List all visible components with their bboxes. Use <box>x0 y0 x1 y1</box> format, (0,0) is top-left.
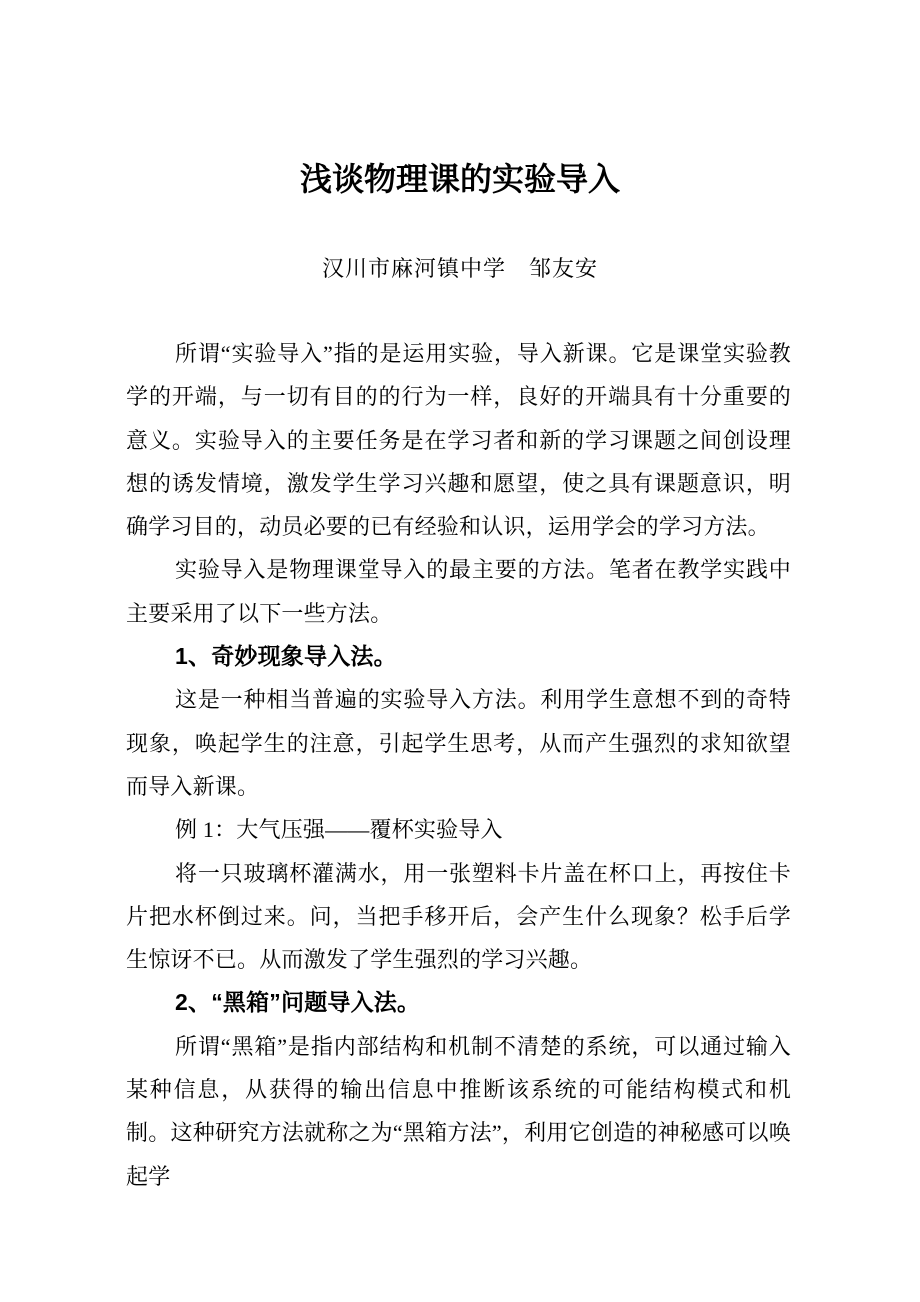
line-example-1: 例 1：大气压强——覆杯实验导入 <box>175 817 503 843</box>
paragraph-method-2-description: 所谓“黑箱”是指内部结构和机制不清楚的系统，可以通过输入某种信息，从获得的输出信息中推断该系统的可能结构模式和机制。这种研究方法就称之为“黑箱方法”，利用它创造的神秘感可以唤起学 <box>126 1033 791 1189</box>
heading-method-1: 1、奇妙现象导入法。 <box>175 643 397 670</box>
document-title: 浅谈物理课的实验导入 <box>299 161 620 197</box>
author-line: 汉川市麻河镇中学 邹友安 <box>321 256 598 281</box>
heading-method-2: 2、“黑箱”问题导入法。 <box>175 989 421 1016</box>
paragraph-example-1-description: 将一只玻璃杯灌满水，用一张塑料卡片盖在杯口上，再按住卡片把水杯倒过来。问，当把手移开后，会产生什么现象？松手后学生惊讶不已。从而激发了学生强烈的学习兴趣。 <box>126 860 791 973</box>
paragraph-experiment-intro-definition: 所谓“实验导入”指的是运用实验，导入新课。它是课堂实验教学的开端，与一切有目的的行为一样，良好的开端具有十分重要的意义。实验导入的主要任务是在学习者和新的学习课题之间创设理想的诱发情境，激发学生学习兴趣和愿望，使之具有课题意识，明确学习目的，动员必要的已有经验和认识，运用学会的学习方法。 <box>126 341 791 540</box>
document-body <box>126 332 791 1198</box>
paragraph-methods-overview: 实验导入是物理课堂导入的最主要的方法。笔者在教学实践中主要采用了以下一些方法。 <box>126 557 791 626</box>
paragraph-method-1-description: 这是一种相当普遍的实验导入方法。利用学生意想不到的奇特现象，唤起学生的注意，引起学生思考，从而产生强烈的求知欲望而导入新课。 <box>126 687 791 799</box>
